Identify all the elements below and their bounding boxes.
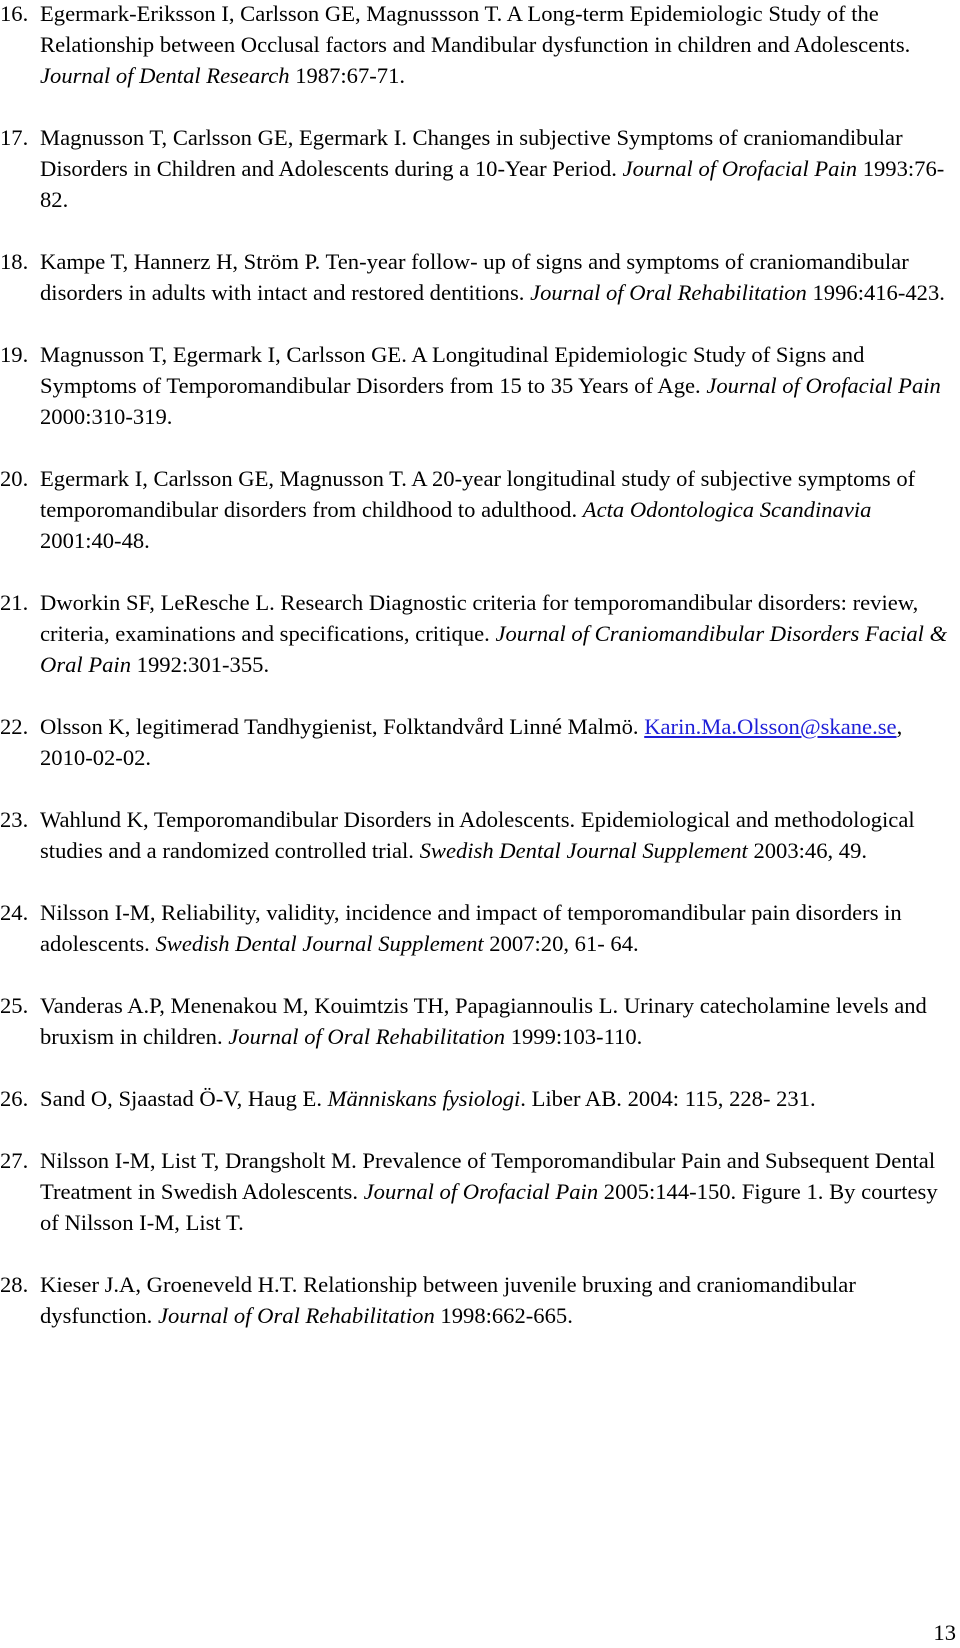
reference-number: 26. (0, 1086, 29, 1111)
journal-title: Journal of Orofacial Pain (363, 1179, 599, 1204)
reference-details: . Liber AB. 2004: 115, 228- 231. (520, 1086, 816, 1111)
reference-details: , 2010-02-02. (40, 714, 903, 770)
journal-title: Journal of Oral Rehabilitation (228, 1024, 506, 1049)
reference-number: 21. (0, 590, 29, 615)
reference-text: Sand O, Sjaastad Ö-V, Haug E. (40, 1086, 322, 1111)
reference-text: Wahlund K, Temporomandibular Disorders in Adolescents. Epidemiological and methodological studies and a randomized controlled trial. (40, 807, 915, 863)
reference-number: 25. (0, 993, 29, 1018)
reference-number: 20. (0, 466, 29, 491)
reference-details: 2000:310-319. (40, 404, 173, 429)
reference-number: 23. (0, 807, 29, 832)
reference-text: Nilsson I-M, Reliability, validity, incidence and impact of temporomandibular pain disorders in adolescents. (40, 900, 902, 956)
reference-text: Magnusson T, Egermark I, Carlsson GE. A Longitudinal Epidemiologic Study of Signs and Symptoms of Temporomandibular Disorders from 15 to 35 Years of Age. (40, 342, 865, 398)
reference-16 (0, 0, 955, 91)
reference-26 (0, 1083, 955, 1114)
reference-25 (0, 990, 955, 1052)
reference-text: Egermark I, Carlsson GE, Magnusson T. A 20-year longitudinal study of subjective symptoms of temporomandibular disorders from childhood to adulthood. (40, 466, 916, 522)
reference-details: 1992:301-355. (136, 652, 270, 677)
email-link[interactable]: Karin.Ma.Olsson@skane.se (644, 714, 897, 739)
reference-details: 2001:40-48. (40, 528, 150, 553)
reference-text: Dworkin SF, LeResche L. Research Diagnostic criteria for temporomandibular disorders: review, criteria, examinations and specifications, critique. (40, 590, 919, 646)
reference-details: 1993:76-82. (40, 156, 945, 212)
reference-27 (0, 1145, 955, 1238)
journal-title: Journal of Orofacial Pain (706, 373, 941, 398)
reference-number: 27. (0, 1148, 29, 1173)
reference-number: 24. (0, 900, 29, 925)
reference-details: 2005:144-150. Figure 1. By courtesy of Nilsson I-M, List T. (40, 1179, 938, 1235)
reference-details: 1998:662-665. (440, 1303, 573, 1328)
journal-title: Journal of Oral Rehabilitation (158, 1303, 435, 1328)
reference-28 (0, 1269, 955, 1331)
reference-text: Magnusson T, Carlsson GE, Egermark I. Changes in subjective Symptoms of craniomandibular Disorders in Children and Adolescents during a 10-Year Period. (40, 125, 903, 181)
reference-text: Kampe T, Hannerz H, Ström P. Ten-year follow- up of signs and symptoms of craniomandibular disorders in adults with intact and restored dentitions. (40, 249, 909, 305)
reference-text: Nilsson I-M, List T, Drangsholt M. Prevalence of Temporomandibular Pain and Subsequent Dental Treatment in Swedish Adolescents. (40, 1148, 936, 1204)
journal-title: Journal of Craniomandibular Disorders Facial & Oral Pain (40, 621, 948, 677)
reference-text: Kieser J.A, Groeneveld H.T. Relationship between juvenile bruxing and craniomandibular dysfunction. (40, 1272, 856, 1328)
reference-text: Vanderas A.P, Menenakou M, Kouimtzis TH, Papagiannoulis L. Urinary catecholamine levels and bruxism in children. (40, 993, 927, 1049)
reference-number: 22. (0, 714, 29, 739)
journal-title: Journal of Orofacial Pain (622, 156, 858, 181)
reference-number: 18. (0, 249, 29, 274)
reference-20 (0, 463, 955, 556)
reference-number: 17. (0, 125, 29, 150)
reference-number: 19. (0, 342, 29, 367)
reference-text: Egermark-Eriksson I, Carlsson GE, Magnussson T. A Long-term Epidemiologic Study of the Relationship between Occlusal factors and Mandibular dysfunction in children and Adolescents. (40, 1, 911, 57)
reference-number: 16. (0, 1, 29, 26)
reference-24 (0, 897, 955, 959)
journal-title: Journal of Oral Rehabilitation (530, 280, 807, 305)
journal-title: Journal of Dental Research (40, 63, 290, 88)
reference-23 (0, 804, 955, 866)
reference-details: 2007:20, 61- 64. (483, 931, 639, 956)
reference-21 (0, 587, 955, 680)
reference-details: 1999:103-110. (510, 1024, 643, 1049)
reference-19 (0, 339, 955, 432)
reference-details: 1996:416-423. (812, 280, 945, 305)
journal-title: Swedish Dental Journal Supplement (419, 838, 748, 863)
page-number: 13 (933, 1620, 956, 1645)
reference-details: 1987:67-71. (295, 63, 406, 88)
book-title: Människans fysiologi (327, 1086, 521, 1111)
reference-17 (0, 122, 955, 215)
journal-title: Acta Odontologica Scandinavia (582, 497, 872, 522)
reference-details: 2003:46, 49. (747, 838, 868, 863)
reference-22 (0, 711, 955, 773)
journal-title: Swedish Dental Journal Supplement (155, 931, 484, 956)
reference-number: 28. (0, 1272, 29, 1297)
reference-18 (0, 246, 955, 308)
reference-text: Olsson K, legitimerad Tandhygienist, Folktandvård Linné Malmö. (40, 714, 639, 739)
